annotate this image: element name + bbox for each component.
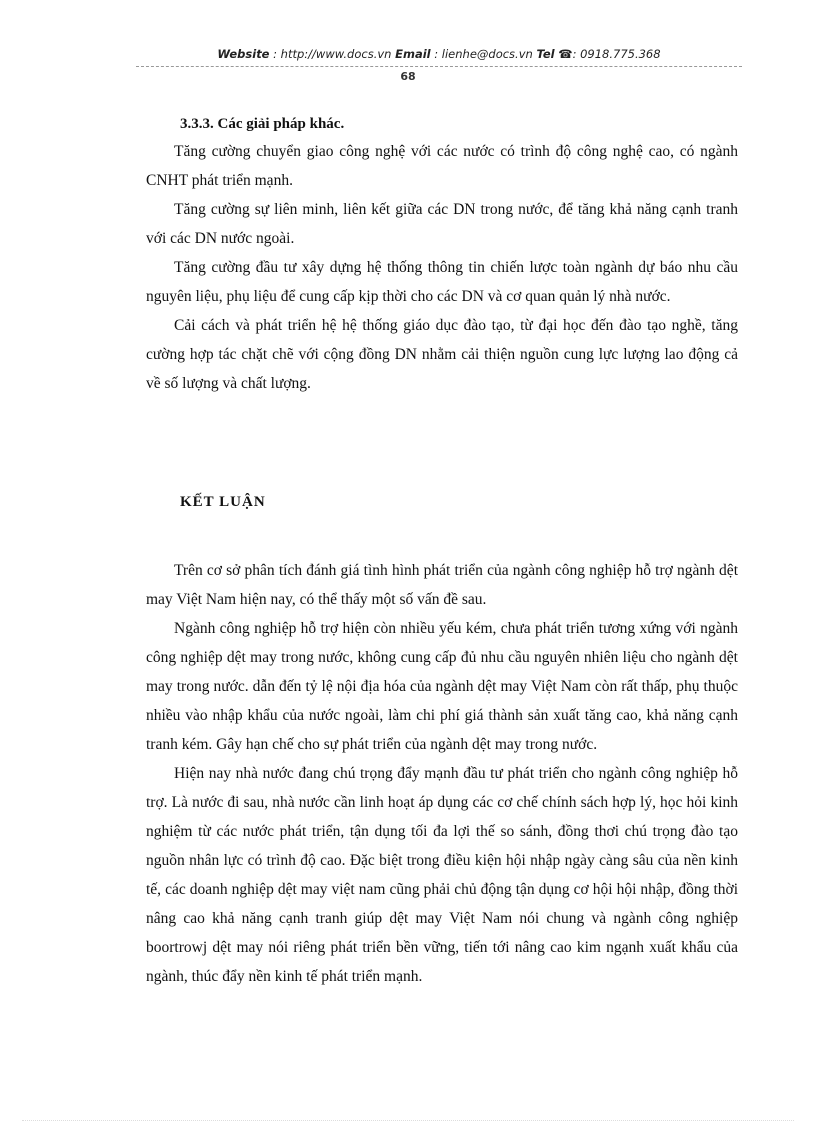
section-title: 3.3.3. Các giải pháp khác. bbox=[180, 116, 345, 132]
website-value: : http://www.docs.vn bbox=[273, 47, 392, 61]
conclusion-title: KẾT LUẬN bbox=[180, 494, 266, 510]
page-header bbox=[136, 47, 742, 61]
email-label: Email bbox=[395, 47, 431, 61]
conclusion-body bbox=[146, 556, 738, 991]
tel-value: : 0918.775.368 bbox=[572, 47, 661, 61]
section-paragraph: Tăng cường đầu tư xây dựng hệ thống thông tin chiến lược toàn ngành dự báo nhu cầu nguyên liệu, phụ liệu để cung cấp kịp thời cho các DN và cơ quan quản lý nhà nước. bbox=[146, 259, 738, 305]
tel-label: Tel bbox=[536, 47, 555, 61]
section-paragraph: Tăng cường chuyển giao công nghệ với các nước có trình độ công nghệ cao, có ngành CNHT phát triển mạnh. bbox=[146, 143, 738, 189]
conclusion-paragraph: Ngành công nghiệp hỗ trợ hiện còn nhiều yếu kém, chưa phát triển tương xứng với ngành công nghiệp dệt may trong nước, không cung cấp đủ nhu cầu nguyên nhiên liệu cho ngành dệt may trong nước. dẫn đến tỷ lệ nội địa hóa của ngành dệt may Việt Nam còn rất thấp, phụ thuộc nhiều vào nhập khẩu của nước ngoài, làm chi phí giá thành sản xuất tăng cao, khả năng cạnh tranh kém. Gây hạn chế cho sự phát triển của ngành dệt may trong nước. bbox=[146, 620, 738, 753]
phone-icon: ☎ bbox=[558, 47, 573, 61]
footer-divider bbox=[22, 1120, 794, 1121]
section-paragraph: Cải cách và phát triển hệ hệ thống giáo dục đào tạo, từ đại học đến đào tạo nghề, tăng cường hợp tác chặt chẽ với cộng đồng DN nhằm cải thiện nguồn cung lực lượng lao động cả về số lượng và chất lượng. bbox=[146, 317, 738, 392]
header-divider bbox=[136, 66, 742, 67]
conclusion-paragraph: Trên cơ sở phân tích đánh giá tình hình phát triển của ngành công nghiệp hỗ trợ ngành dệt may Việt Nam hiện nay, có thể thấy một số vấn đề sau. bbox=[146, 562, 738, 608]
email-value: : lienhe@docs.vn bbox=[434, 47, 533, 61]
section-body bbox=[146, 137, 738, 398]
website-label: Website bbox=[217, 47, 270, 61]
section-paragraph: Tăng cường sự liên minh, liên kết giữa các DN trong nước, để tăng khả năng cạnh tranh với các DN nước ngoài. bbox=[146, 201, 738, 247]
page-number: 68 bbox=[400, 70, 416, 83]
conclusion-paragraph: Hiện nay nhà nước đang chú trọng đẩy mạnh đầu tư phát triển cho ngành công nghiệp hỗ trợ. Là nước đi sau, nhà nước cần linh hoạt áp dụng các cơ chế chính sách hợp lý, học hỏi kinh nghiệm từ các nước phát triển, tận dụng tối đa lợi thế so sánh, đồng thơi chú trọng đào tạo nguồn nhân lực có trình độ cao. Đặc biệt trong điều kiện hội nhập ngày càng sâu của nền kinh tế, các doanh nghiệp dệt may việt nam cũng phải chủ động tận dụng cơ hội hội nhập, đồng thời nâng cao khả năng cạnh tranh giúp dệt may Việt Nam nói chung và ngành công nghiệp boortrowj dệt may nói riêng phát triển bền vững, tiến tới nâng cao kim ngạnh xuất khẩu của ngành, thúc đẩy nền kinh tế phát triển mạnh. bbox=[146, 765, 738, 985]
